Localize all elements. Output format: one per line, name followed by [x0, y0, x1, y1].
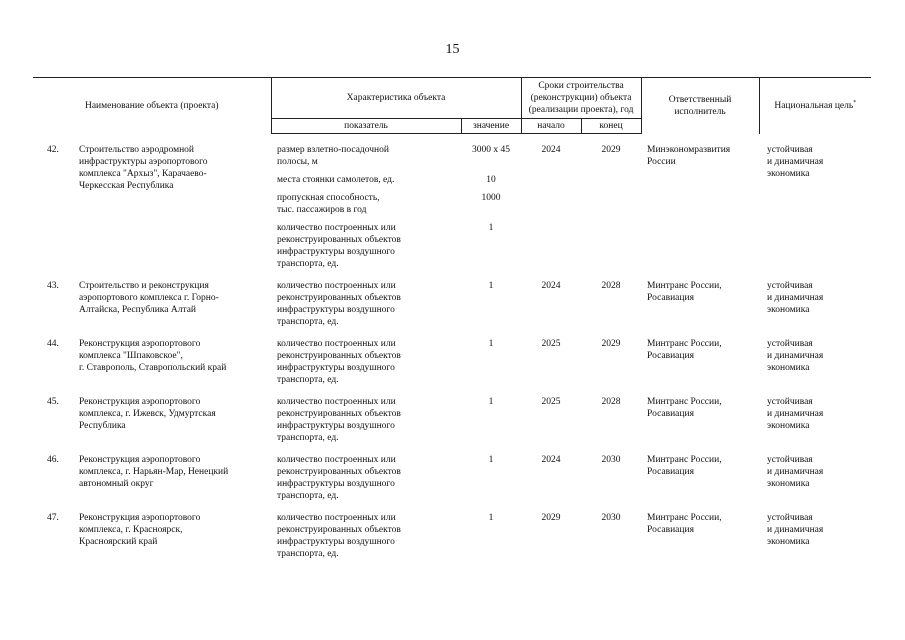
header-name: Наименование объекта (проекта) [33, 78, 271, 134]
indicator-label: количество построенных или реконструированных объектов инфраструктуры воздушного транспорта, ед. [277, 455, 401, 501]
table-row [33, 444, 871, 502]
end-year: 2028 [601, 281, 621, 291]
national-goal: устойчивая и динамичная экономика [767, 397, 824, 431]
national-goal: устойчивая и динамичная экономика [767, 339, 824, 373]
indicator-value: 10 [486, 175, 496, 185]
row-number: 42. [47, 144, 59, 155]
executor: Минтранс России, Росавиация [647, 455, 722, 477]
executor: Минтранс России, Росавиация [647, 513, 722, 535]
header-start: начало [521, 119, 581, 134]
header-goal [759, 78, 871, 134]
row-number: 47. [47, 513, 59, 523]
table-row [33, 134, 871, 169]
header-value: значение [461, 119, 521, 134]
object-name: Строительство аэродромной инфраструктуры аэропортового комплекса "Архыз", Карачаево- Черкесская Республика [79, 144, 208, 191]
executor: Минэкономразвития России [647, 144, 731, 167]
start-year: 2024 [541, 281, 561, 291]
header-indicator: показатель [271, 119, 461, 134]
executor: Минтранс России, Росавиация [647, 339, 722, 361]
row-number: 43. [47, 281, 59, 291]
national-goal: устойчивая и динамичная экономика [767, 513, 824, 547]
end-year: 2029 [601, 145, 621, 155]
indicator-label: количество построенных или реконструированных объектов инфраструктуры воздушного транспорта, ед. [277, 223, 401, 269]
row-number: 46. [47, 455, 59, 465]
object-name: Строительство и реконструкция аэропортового комплекса г. Горно- Алтайска, Республика Алтай [79, 281, 219, 315]
object-name: Реконструкция аэропортового комплекса, г. Ижевск, Удмуртская Республика [79, 397, 216, 431]
indicator-value: 1 [488, 513, 494, 523]
indicator-value: 1 [488, 455, 494, 465]
header-characteristic: Характеристика объекта [271, 78, 521, 119]
start-year: 2024 [541, 145, 561, 155]
table-row [33, 386, 871, 444]
indicator-label: пропускная способность, тыс. пассажиров в год [277, 193, 380, 215]
executor: Минтранс России, Росавиация [647, 397, 722, 419]
indicator-label: места стоянки самолетов, ед. [277, 175, 395, 185]
indicator-value: 1000 [481, 193, 501, 203]
objects-table [33, 77, 871, 560]
indicator-label: количество построенных или реконструированных объектов инфраструктуры воздушного транспорта, ед. [277, 513, 401, 559]
indicator-value: 1 [488, 281, 494, 291]
indicator-value: 1 [488, 339, 494, 349]
table-header [33, 78, 871, 134]
object-name: Реконструкция аэропортового комплекса, г. Красноярск, Красноярский край [79, 513, 201, 547]
end-year: 2030 [601, 513, 621, 523]
page-number: 15 [445, 42, 460, 57]
object-name: Реконструкция аэропортового комплекса "Шпаковское", г. Ставрополь, Ставропольский край [79, 339, 227, 373]
executor: Минтранс России, Росавиация [647, 281, 722, 303]
end-year: 2030 [601, 455, 621, 465]
indicator-label: количество построенных или реконструированных объектов инфраструктуры воздушного транспорта, ед. [277, 397, 401, 443]
national-goal: устойчивая и динамичная экономика [767, 455, 824, 489]
table-body [33, 134, 871, 561]
header-executor: Ответственный исполнитель [641, 78, 759, 134]
national-goal: устойчивая и динамичная экономика [767, 281, 824, 315]
header-goal-label: Национальная цель [774, 100, 854, 111]
start-year: 2025 [541, 397, 561, 407]
end-year: 2028 [601, 397, 621, 407]
indicator-value: 1 [488, 397, 494, 407]
table-row [33, 502, 871, 560]
row-number: 45. [47, 397, 59, 407]
table-row [33, 328, 871, 386]
header-end: конец [581, 119, 641, 134]
row-number: 44. [47, 339, 59, 349]
table-row [33, 270, 871, 328]
indicator-value: 3000 x 45 [472, 145, 511, 155]
start-year: 2024 [541, 455, 561, 465]
indicator-label: размер взлетно-посадочной полосы, м [277, 145, 389, 167]
national-goal: устойчивая и динамичная экономика [767, 144, 824, 179]
start-year: 2029 [541, 513, 561, 523]
end-year: 2029 [601, 339, 621, 349]
header-goal-mark: * [853, 99, 857, 106]
indicator-label: количество построенных или реконструированных объектов инфраструктуры воздушного транспорта, ед. [277, 281, 401, 327]
indicator-label: количество построенных или реконструированных объектов инфраструктуры воздушного транспорта, ед. [277, 339, 401, 385]
start-year: 2025 [541, 339, 561, 349]
indicator-value: 1 [488, 223, 494, 233]
header-terms: Сроки строительства (реконструкции) объекта (реализации проекта), год [521, 78, 641, 119]
object-name: Реконструкция аэропортового комплекса, г. Нарьян-Мар, Ненецкий автономный округ [79, 455, 229, 489]
